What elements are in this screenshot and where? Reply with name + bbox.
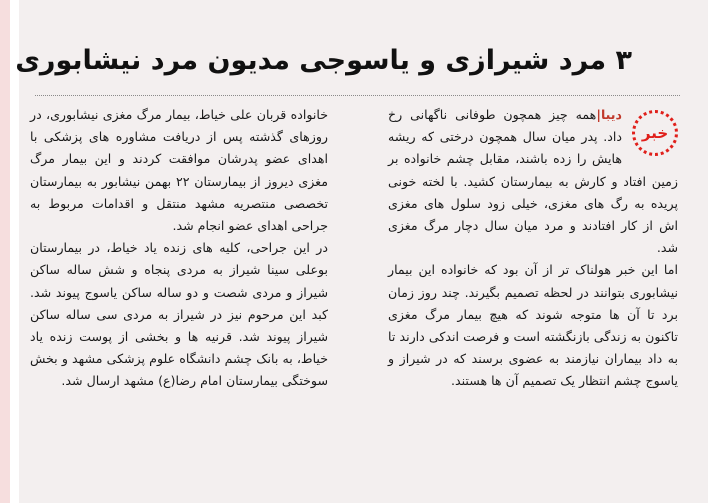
paragraph-1-text: همه چیز همچون طوفانی ناگهانی رخ داد. پدر میان سال همچون درختی که ریشه هایش را زده باشند، مقابل چشم خانواده بر زمین افتاد و کارش به بیمارستان کشید. با لخته خونی پریده به رگ های مغزی، خیلی زود سلول های مغزی اش از کار افتادند و مرد میان سال دچار مرگ مغزی شد. [388, 107, 678, 256]
news-stamp-label: خبر [641, 123, 669, 142]
news-stamp-icon [632, 110, 678, 156]
news-source: دیبا [600, 107, 622, 122]
article-column-right [388, 104, 678, 393]
article-paragraph-2: اما این خبر هولناک تر از آن بود که خانواده این بیمار نیشابوری بتوانند در لحظه تصمیم بگیرند. چند روز زمان برد تا آن ها متوجه شوند که هیچ بیمار مرگ مغزی تاکنون به زندگی بازنگشته است و فرصت اندکی دارند تا به داد بیماران نیازمند به عضوی برسند که در شیراز و یاسوج چشم انتظار یک تصمیم آن ها هستند. [388, 262, 678, 389]
article-headline: ۳ مرد شیرازی و یاسوجی مدیون مرد نیشابوری [15, 45, 632, 76]
article-paragraph-4: در این جراحی، کلیه های زنده یاد خیاط، در بیمارستان بوعلی سینا شیراز به مردی پنجاه و شش ساله ساکن شیراز و مردی شصت و دو ساله ساکن یاسوج پیوند شد. کبد این مرحوم نیز در شیراز به مردی سی ساله ساکن شیراز پیوند شد. قرنیه ها و بخشی از پوست زنده یاد خیاط، به بانک چشم دانشگاه علوم پزشکی مشهد و بخش سوختگی بیمارستان امام رضا(ع) مشهد ارسال شد. [30, 240, 328, 389]
article-column-left [30, 104, 328, 393]
headline-divider [35, 95, 680, 96]
left-margin-stripe [0, 0, 10, 503]
source-separator: | [596, 107, 601, 122]
article-paragraph-3: خانواده قربان علی خیاط، بیمار مرگ مغزی نیشابوری، در روزهای گذشته پس از دریافت مشاوره های پزشکی با اهدای عضو پدرشان موافقت کردند و این بیمار مرگ مغزی دیروز از بیمارستان ۲۲ بهمن نیشابور به بیمارستان تخصصی منتصریه مشهد منتقل و اقدامات مربوط به جراحی اهدای عضو انجام شد. [30, 107, 328, 234]
